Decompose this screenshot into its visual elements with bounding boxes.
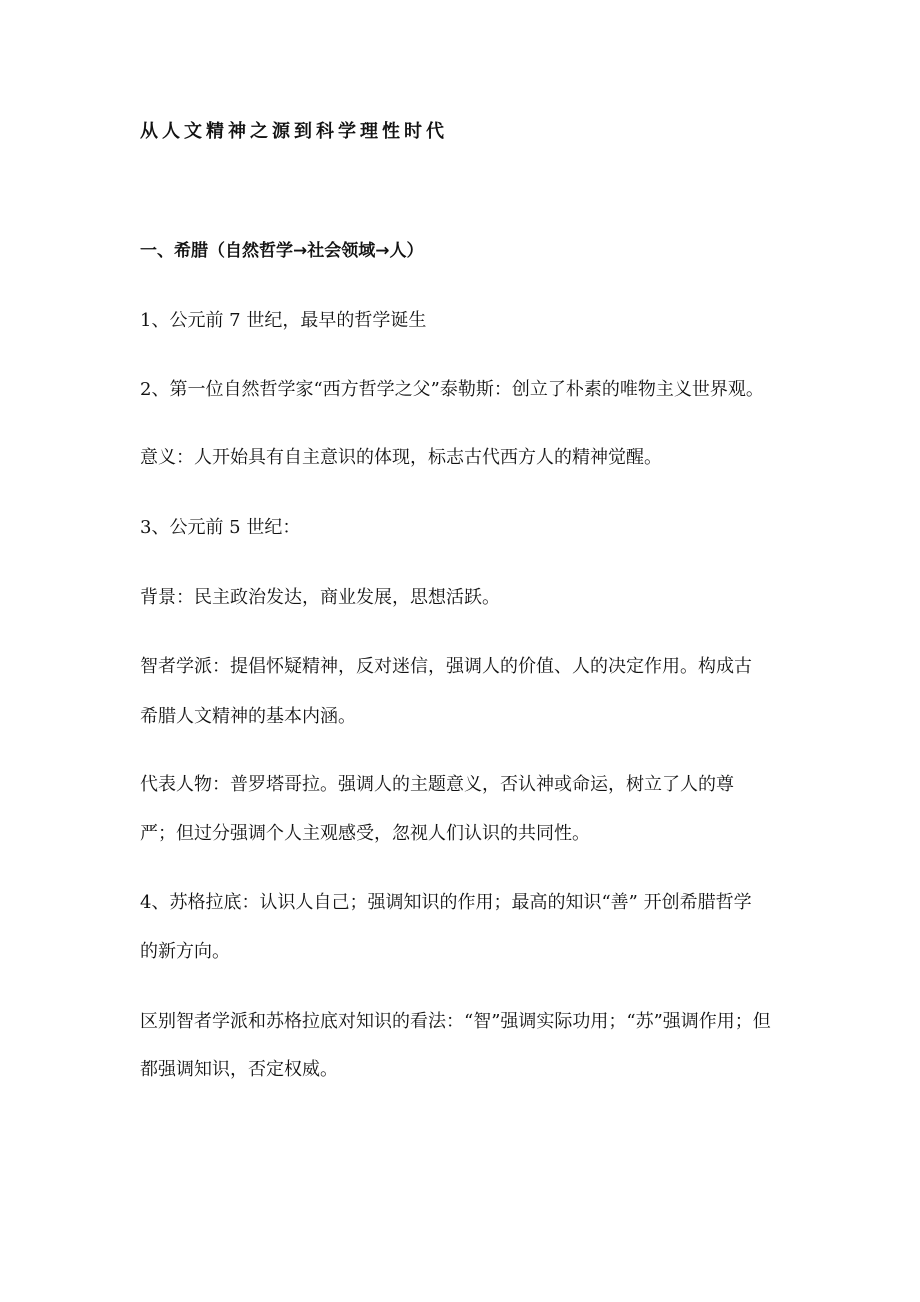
paragraph-line: 区别智者学派和苏格拉底对知识的看法：“智”强调实际功用；“苏”强调作用；但 [140,1011,771,1032]
paragraph-line: 3、公元前 5 世纪： [140,517,301,538]
paragraph-line: 1、公元前 7 世纪，最早的哲学诞生 [140,310,427,331]
paragraph-line: 严；但过分强调个人主观感受，忽视人们认识的共同性。 [140,823,590,844]
paragraph-line: 都强调知识，否定权威。 [140,1059,338,1080]
paragraph-line: 代表人物：普罗塔哥拉。强调人的主题意义，否认神或命运，树立了人的尊 [140,774,734,795]
paragraph-line: 的新方向。 [140,941,230,962]
paragraph-line: 意义：人开始具有自主意识的体现，标志古代西方人的精神觉醒。 [140,447,662,468]
paragraph-line: 背景：民主政治发达，商业发展，思想活跃。 [140,587,500,608]
section-heading: 一、希腊（自然哲学→社会领域→人） [140,241,424,261]
paragraph-line: 希腊人文精神的基本内涵。 [140,706,356,727]
paragraph-line: 智者学派：提倡怀疑精神，反对迷信，强调人的价值、人的决定作用。构成古 [140,656,752,677]
paragraph-line: 4、苏格拉底：认识人自己；强调知识的作用；最高的知识“善” 开创希腊哲学 [140,892,752,913]
document-title: 从人文精神之源到科学理性时代 [140,121,448,142]
paragraph-line: 2、第一位自然哲学家“西方哲学之父”泰勒斯：创立了朴素的唯物主义世界观。 [140,379,764,400]
